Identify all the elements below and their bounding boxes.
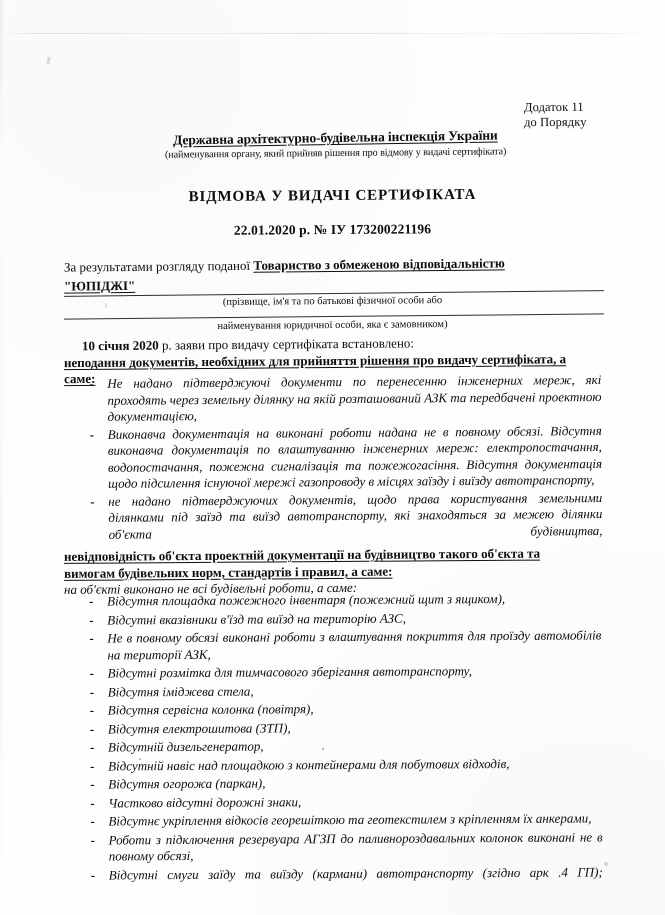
list-item: - Відсутня площадка пожежного інвентаря (пожежний щит з ящиком), <box>85 590 601 610</box>
reason-heading-noncompliance <box>64 545 608 582</box>
list-item: - Відсутні смуги заїду та виїзду (кармани) автотранспорту (згідно арк .4 ГП); <box>87 864 603 900</box>
applicant-line-first <box>64 253 609 276</box>
list-item: - Відсутня іміджева стела, <box>86 681 602 701</box>
list-item: - Відсутня сервісна колонка (повітря), <box>86 699 602 719</box>
document-title: ВІДМОВА У ВИДАЧІ СЕРТИФІКАТА <box>188 186 477 206</box>
list-item: - Не надано підтверджуючі документи по перенесенню інженерних мереж, які проходять через земельну ділянку на якій розташований АЗК та передбачені проектною документацією, <box>85 372 601 426</box>
document-number: 22.01.2020 р. № ІУ 173200221196 <box>233 221 432 238</box>
issuing-authority-caption: (найменування органу, який прийняв рішення про відмову у видачі сертифіката) <box>164 146 507 161</box>
applicant-caption-legal-entity: найменування юридичної особи, яка є замовником) <box>217 318 448 333</box>
issuing-authority-name: Державна архітектурно-будівельна інспекція України <box>172 127 498 148</box>
appendix-line-1: Додаток 11 <box>524 99 585 115</box>
reason-heading-documents-line-1: неподання документів, необхідних для прийняття рішення про видачу сертифіката, а <box>63 351 567 371</box>
reason-heading-noncompliance-line-2: вимогам будівельних норм, стандартів і правил, а саме: <box>64 563 393 581</box>
list-item: - Відсутній дизельгенератор, <box>86 736 602 756</box>
list-item: - Роботи з підключення резервуара АГЗП до паливнороздавальних колонок виконані не в повному обсязі, <box>87 829 603 865</box>
list-item: - Відсутня огорожа (паркан), <box>86 773 602 793</box>
list-item: - Частково відсутні дорожні знаки, <box>86 792 602 812</box>
outstanding-works-list <box>85 590 603 902</box>
applicant-block <box>64 253 609 295</box>
statement-date: 10 січня 2020 <box>81 337 159 354</box>
list-item: - Не в повному обсязі виконані роботи з влаштування покриття для проїзду автомобілів на території АЗК, <box>85 627 601 663</box>
applicant-name-part-2: "ЮПІДЖІ" <box>64 277 136 294</box>
applicant-intro-text: За результатами розгляду поданої <box>63 257 254 275</box>
statement-rest: р. заяви про видачу сертифіката встановлено: <box>158 335 415 353</box>
applicant-caption-natural-person: (прізвище, ім'я та по батькові фізичної особи або <box>222 295 443 308</box>
appendix-line-2: до Порядку <box>524 114 588 130</box>
reason-heading-documents-line-2: саме: <box>64 370 96 387</box>
list-item: - Відсутня електрошитова (ЗТП), <box>86 718 602 738</box>
missing-documents-list <box>85 372 602 561</box>
issuing-authority-block <box>108 126 563 163</box>
list-item: - Відсутній навіс над площадкою з контейнерами для побутових відходів, <box>86 755 602 775</box>
reason-heading-noncompliance-line-1: невідповідність об'єкта проектній документації на будівництво такого об'єкта та <box>63 545 541 564</box>
list-item: - Відсутні вказівники в'їзд та виїзд на територію АЗС, <box>85 609 601 629</box>
list-item: - Відсутні розмітка для тимчасового зберігання автотранспорту, <box>86 662 602 682</box>
list-item: - Відсутнє укріплення відкосів георешіткою та геотекстилем з кріпленням їх анкерами, <box>86 810 602 830</box>
list-item: - Виконавча документація на виконані роботи надана не в повному обсязі. Відсутня виконавча документація по влаштуванню інженерних мереж: електропостачання, водопостачання, пожежна сигналізація та пожежогасіння. Відсутня документація щодо підсилення існуючої мережі газопроводу в місцях заїзду і виїзду автотранспорту, <box>86 422 603 492</box>
works-subnote: на об'єкті виконано не всі будівельні роботи, а саме: <box>63 579 358 597</box>
applicant-name-part-1: Товариство з обмеженою відповідальністю <box>253 255 505 273</box>
list-item: - не надано підтверджуючих документів, щодо права користування земельними ділянками під заїзд та виїзд автотранспорту, які знаходяться за межею ділянки об'єкта будівництва, <box>86 489 603 559</box>
